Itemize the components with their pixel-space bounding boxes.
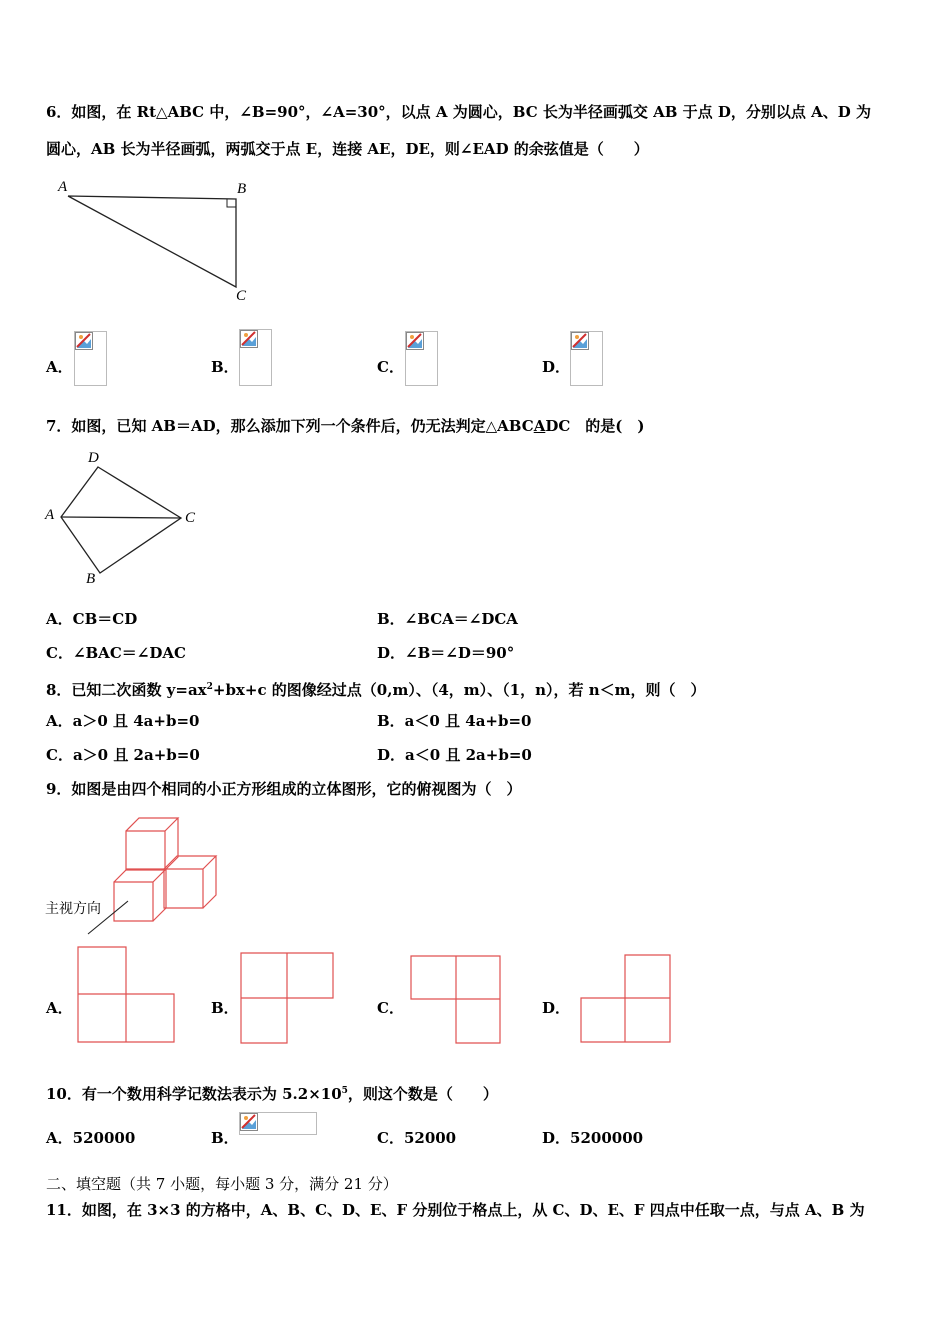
q9-option-a: A．: [46, 999, 73, 1017]
broken-image-icon: [240, 1113, 258, 1131]
q6-option-a: A．: [46, 358, 73, 376]
q6-label-a: A: [58, 179, 68, 195]
q6-stem-line1: 6．如图，在 Rt△ABC 中，∠B=90°，∠A=30°，以点 A 为圆心，BC 长为半径画弧交 AB 于点 D，分别以点 A、D 为: [46, 103, 871, 121]
q7-label-d: D: [88, 450, 99, 466]
q8-option-c: C．a＞0 且 2a+b=0: [46, 746, 200, 764]
q9-direction-label: 主视方向: [45, 901, 101, 917]
q10-stem: [46, 1081, 498, 1104]
q10-option-d: D．5200000: [542, 1129, 644, 1147]
q7-option-b: B．∠BCA＝∠DCA: [377, 610, 518, 628]
q7-label-c: C: [185, 510, 196, 526]
q7-label-b: B: [86, 571, 96, 587]
q8-stem-end: +bx+c 的图像经过点（0,m）、（4，m）、（1，n），若 n＜m，则（ ）: [212, 681, 706, 699]
q8-option-d: D．a＜0 且 2a+b=0: [377, 746, 532, 764]
q9-option-c: C．: [377, 999, 404, 1017]
q6-stem-line2: 圆心，AB 长为半径画弧，两弧交于点 E，连接 AE，DE，则∠EAD 的余弦值是（ ）: [46, 140, 649, 158]
q11-stem: 11．如图，在 3×3 的方格中，A、B、C、D、E、F 分别位于格点上，从 C、D、E、F 四点中任取一点，与点 A、B 为: [46, 1201, 865, 1219]
q7-option-d: D．∠B＝∠D＝90°: [377, 644, 515, 662]
q10-option-c: C．52000: [377, 1129, 457, 1147]
q10-stem-exponent: 5: [341, 1086, 348, 1096]
q10-option-a: A．520000: [46, 1129, 136, 1147]
q10-option-b-image: [239, 1112, 317, 1135]
q6-option-d: D．: [542, 358, 571, 376]
q7-option-a: A．CB＝CD: [46, 610, 138, 628]
q6-label-c: C: [236, 288, 247, 304]
q9-stem: 9．如图是由四个相同的小正方形组成的立体图形，它的俯视图为（ ）: [46, 780, 522, 798]
q7-stem-end: DC 的是( ): [545, 417, 645, 435]
q8-option-b: B．a＜0 且 4a+b=0: [377, 712, 532, 730]
section-2-heading: 二、填空题（共 7 小题，每小题 3 分，满分 21 分）: [46, 1175, 398, 1193]
q7-label-a: A: [45, 507, 55, 523]
q10-option-b: B．: [211, 1129, 239, 1147]
q6-option-b: B．: [211, 358, 239, 376]
q10-stem-start: 10．有一个数用科学记数法表示为 5.2×10: [46, 1085, 342, 1103]
q8-stem-start: 8．已知二次函数 y=ax: [46, 681, 207, 699]
q8-stem-exponent: 2: [206, 682, 213, 692]
q8-option-a: A．a＞0 且 4a+b=0: [46, 712, 200, 730]
q9-option-d: D．: [542, 999, 571, 1017]
q7-stem-start: 7．如图，已知 AB＝AD，那么添加下列一个条件后，仍无法判定△ABC: [46, 417, 534, 435]
q6-option-c: C．: [377, 358, 404, 376]
q7-stem-underlined: A: [533, 417, 546, 435]
q7-option-c: C．∠BAC＝∠DAC: [46, 644, 186, 662]
q9-option-b: B．: [211, 999, 239, 1017]
q6-label-b: B: [237, 181, 247, 197]
q10-stem-end: ，则这个数是（ ）: [347, 1085, 498, 1103]
